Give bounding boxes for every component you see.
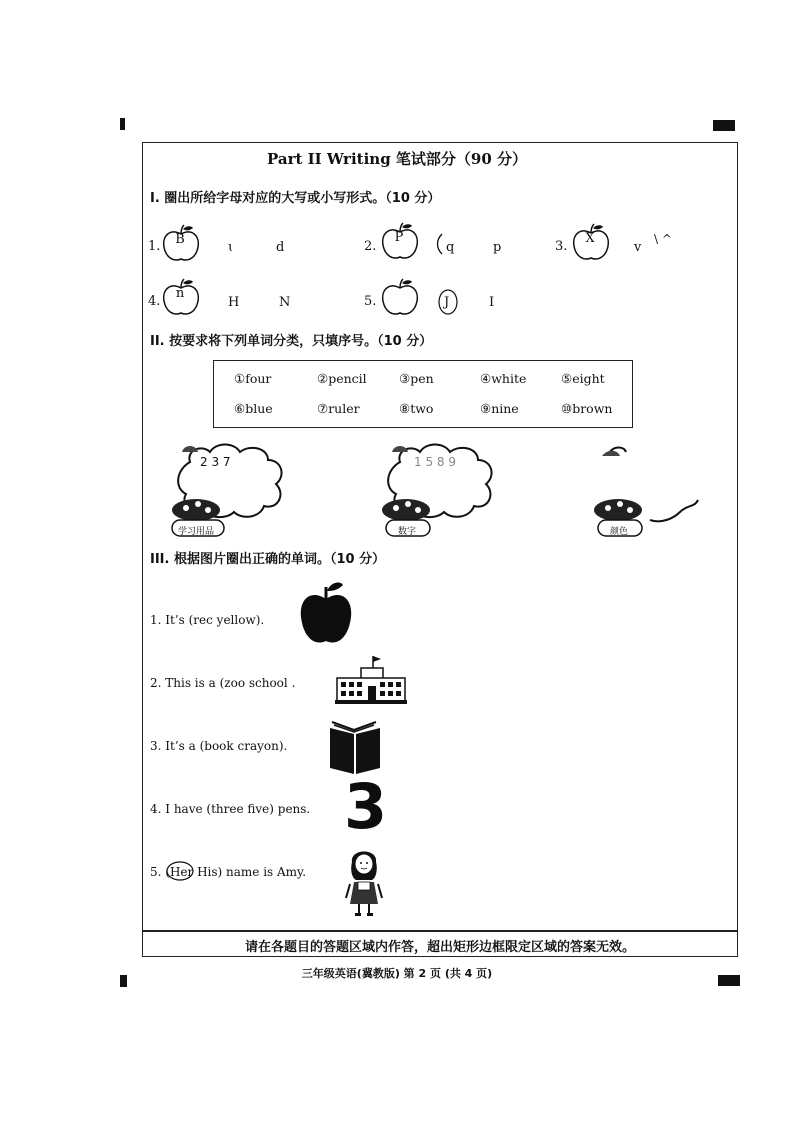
cloud-label-school-supplies: 学习用品: [178, 527, 215, 537]
s1-item1-apple: [160, 222, 202, 264]
word-white[interactable]: ④white: [480, 371, 527, 386]
s1-item1-letter: B: [175, 232, 185, 247]
s1-item2-apple: [379, 220, 421, 262]
section2-heading: II. 按要求将下列单词分类，只填序号。（10 分）: [150, 334, 433, 349]
notice-divider: [142, 930, 738, 932]
s1-item3-apple: [570, 221, 612, 263]
section1-heading: I. 圈出所给字母对应的大写或小写形式。（10 分）: [150, 191, 441, 206]
s3-item5-answer-circle: [165, 860, 195, 882]
word-ruler[interactable]: ⑦ruler: [317, 401, 360, 416]
word-brown[interactable]: ⑩brown: [561, 401, 613, 416]
s3-item2-text[interactable]: 2. This is a (zoo school .: [150, 676, 296, 690]
three-icon: 3: [344, 770, 388, 843]
apple-icon: [297, 579, 355, 649]
cloud-label-colors: 颜色: [610, 527, 629, 537]
answer-area-notice: 请在各题目的答题区域内作答，超出矩形边框限定区域的答案无效。: [244, 940, 635, 955]
word-bank-box: [213, 360, 633, 428]
word-pencil[interactable]: ②pencil: [317, 371, 367, 386]
word-nine[interactable]: ⑨nine: [480, 401, 519, 416]
s1-item2-num: 2.: [364, 239, 377, 254]
s1-item2-letter: P: [394, 230, 404, 245]
s1-item3-num: 3.: [555, 239, 568, 254]
s1-item4-num: 4.: [148, 294, 161, 309]
registration-mark-top-right: [713, 120, 735, 131]
category-cloud-colors: [590, 440, 715, 540]
word-four[interactable]: ①four: [234, 371, 272, 386]
s1-item3-opt2[interactable]: \ ^: [654, 232, 672, 246]
category-cloud-numbers: [378, 440, 503, 540]
word-eight[interactable]: ⑤eight: [561, 371, 605, 386]
category-cloud-school-supplies: [168, 440, 293, 540]
word-two[interactable]: ⑧two: [399, 401, 434, 416]
page-title: Part II Writing 笔试部分（90 分）: [266, 150, 528, 168]
registration-mark-top-left: [120, 118, 125, 130]
cloud-answer-school-supplies[interactable]: 2 3 7: [200, 455, 231, 469]
cloud-label-numbers: 数字: [398, 527, 417, 537]
s3-item1-text[interactable]: 1. It’s (rec yellow).: [150, 613, 265, 627]
s1-item2-opt2[interactable]: p: [493, 240, 502, 255]
cloud-answer-numbers[interactable]: 1 5 8 9: [414, 455, 456, 469]
s3-item3-text[interactable]: 3. It’s a (book crayon).: [150, 739, 288, 753]
book-icon: [328, 720, 382, 776]
s1-item1-num: 1.: [148, 239, 161, 254]
s1-item4-opt1[interactable]: H: [228, 295, 240, 310]
word-pen[interactable]: ③pen: [399, 371, 434, 386]
s1-item4-apple: [160, 276, 202, 318]
school-icon: [335, 654, 407, 706]
page-footer: 三年级英语(冀教版) 第 2 页 (共 4 页): [301, 967, 493, 980]
section3-heading: III. 根据图片圈出正确的单词。（10 分）: [150, 552, 386, 567]
s1-item2-opt1[interactable]: q: [446, 240, 455, 255]
s1-item1-opt1[interactable]: ɩ: [228, 240, 234, 255]
girl-icon: [344, 844, 384, 918]
s3-item5-text[interactable]: 5. (Her His) name is Amy.: [150, 865, 307, 879]
word-blue[interactable]: ⑥blue: [234, 401, 273, 416]
s1-item3-opt1[interactable]: v: [634, 240, 642, 255]
s1-item5-num: 5.: [364, 294, 377, 309]
s3-item4-text[interactable]: 4. I have (three five) pens.: [150, 802, 311, 816]
s1-item5-apple: [379, 276, 421, 318]
s1-item4-letter: n: [175, 286, 185, 301]
s1-item3-letter: X: [585, 231, 595, 246]
s1-item4-opt2[interactable]: N: [279, 295, 291, 310]
s1-item1-opt2[interactable]: d: [276, 240, 285, 255]
s1-item5-opt2[interactable]: I: [489, 295, 495, 310]
s1-item5-opt1[interactable]: J: [444, 295, 450, 310]
